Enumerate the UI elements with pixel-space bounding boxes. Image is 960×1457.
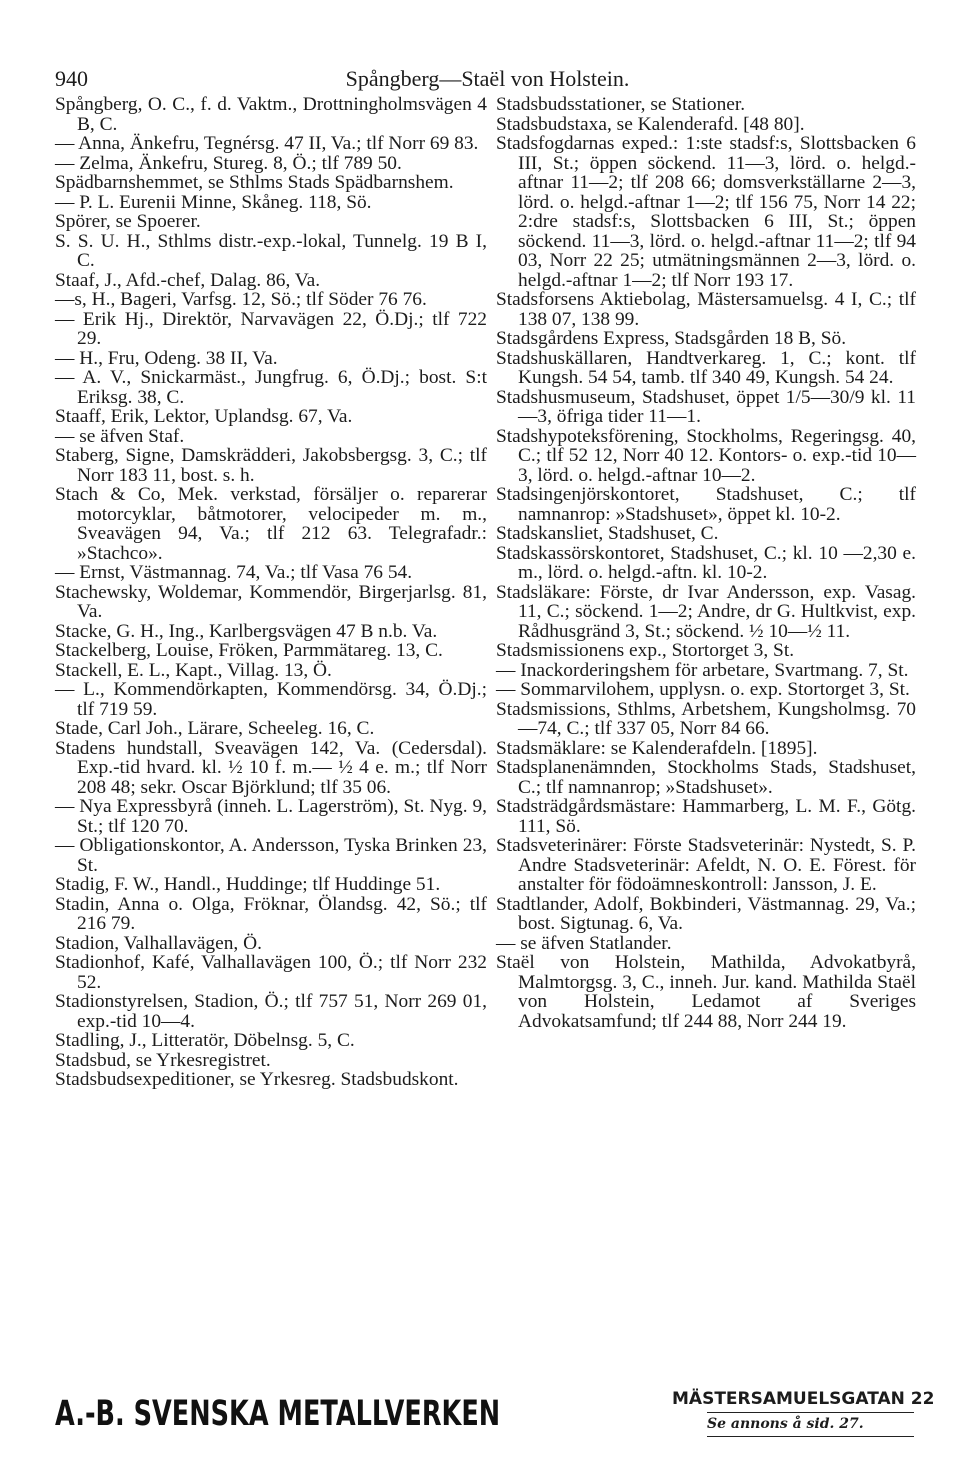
directory-entry: Stadsmäklare: se Kalenderafdeln. [1895]. bbox=[496, 737, 818, 759]
directory-entry: — A. V., Snickarmäst., Jungfrug. 6, Ö.Dj.; bost. S:t Eriksg. 38, C. bbox=[55, 367, 487, 408]
left-column bbox=[55, 95, 487, 1090]
directory-entry: Spädbarnshemmet, se Sthlms Stads Spädbarnshem. bbox=[55, 172, 454, 193]
directory-entry: — se äfven Statlander. bbox=[496, 932, 672, 954]
directory-entry: Stadsgårdens Express, Stadsgården 18 B, Sö. bbox=[496, 328, 847, 349]
running-title: Spångberg—Staël von Holstein. bbox=[345, 66, 630, 91]
directory-entry: Staël von Holstein, Mathilda, Advokatbyrå, Malmtorgsg. 3, C., inneh. Jur. kand. Mathilda Staël von Holstein, Ledamot af Sveriges Advokatsamfund; tlf 244 88, Norr 244 19. bbox=[496, 952, 916, 1032]
advertiser-name: A.-B. SVENSKA METALLVERKEN bbox=[55, 1394, 501, 1434]
directory-entry: Staberg, Signe, Damskrädderi, Jakobsbergsg. 3, C.; tlf Norr 183 11, bost. s. h. bbox=[55, 445, 487, 486]
directory-entry: Stadsbudsstationer, se Stationer. bbox=[496, 94, 746, 115]
directory-entry: — Zelma, Änkefru, Stureg. 8, Ö.; tlf 789 50. bbox=[55, 152, 402, 174]
directory-entry: Stadens hundstall, Sveavägen 142, Va. (Cedersdal). Exp.-tid hvard. kl. ½ 10 f. m.— ½ 4 e. m.; tlf Norr 208 48; sekr. Oscar Björklund; tlf 35 06. bbox=[55, 737, 487, 798]
directory-entry: Stadig, F. W., Handl., Huddinge; tlf Huddinge 51. bbox=[55, 874, 441, 895]
advertiser-address: MÄSTERSAMUELSGATAN 22 bbox=[672, 1389, 935, 1409]
directory-entry: Stadionstyrelsen, Stadion, Ö.; tlf 757 51, Norr 269 01, exp.-tid 10—4. bbox=[55, 991, 487, 1032]
directory-entry: Stadin, Anna o. Olga, Fröknar, Ölandsg. 42, Sö.; tlf 216 79. bbox=[55, 893, 487, 934]
page-header bbox=[55, 64, 920, 94]
directory-entry: Stadsmissions, Sthlms, Arbetshem, Kungsholmsg. 70—74, C.; tlf 337 05, Norr 84 66. bbox=[496, 698, 916, 739]
banner-rule-top bbox=[707, 1412, 914, 1413]
directory-entry: Stadsläkare: Förste, dr Ivar Andersson, exp. Vasag. 11, C.; söckend. 1—2; Andre, dr G. Hultkvist, exp. Rådhusgränd 3, St.; söckend. ½ 10—½ 11. bbox=[496, 581, 916, 642]
directory-entry: Stadsveterinärer: Förste Stadsveterinär: Nystedt, S. P. Andre Stadsveterinär: Afeldt, N. O. E. Förest. för anstalter för födoämneskontroll: Jansson, J. E. bbox=[496, 835, 916, 895]
directory-entry: Stade, Carl Joh., Lärare, Scheeleg. 16, C. bbox=[55, 718, 375, 739]
directory-entry: Stadsmissionens exp., Stortorget 3, St. bbox=[496, 640, 795, 661]
advertisement-reference: Se annons å sid. 27. bbox=[707, 1416, 864, 1432]
banner-rule-bottom bbox=[707, 1436, 914, 1437]
directory-entry: Stadskassörskontoret, Stadshuset, C.; kl. 10 —2,30 e. m., lörd. o. helgd.-aftn. kl. 10-2. bbox=[496, 542, 916, 583]
directory-entry: Stadionhof, Kafé, Valhallavägen 100, Ö.; tlf Norr 232 52. bbox=[55, 952, 487, 993]
directory-entry: Stadsbudstaxa, se Kalenderafd. [48 80]. bbox=[496, 113, 805, 135]
directory-entry: Stadshuskällaren, Handtverkareg. 1, C.; kont. tlf Kungsh. 54 54, tamb. tlf 340 49, Kungsh. 54 24. bbox=[496, 347, 916, 388]
directory-entry: — Anna, Änkefru, Tegnérsg. 47 II, Va.; tlf Norr 69 83. bbox=[55, 133, 479, 154]
directory-entry: Stadling, J., Litteratör, Döbelnsg. 5, C. bbox=[55, 1030, 355, 1051]
directory-entry: — Inackorderingshem för arbetare, Svartmang. 7, St. bbox=[496, 659, 909, 681]
directory-entry: Stadsfogdarnas exped.: 1:ste stadsf:s, Slottsbacken 6 III, St.; öppen söckend. 11—3, lörd. o. helgd.-aftnar 11—2; tlf 208 66; domsverkställarne 2—3, lörd. o. helgd.-aftnar 1—2; tlf 156 75, Norr 14 22; 2:dre stadsf:s, Slottsbacken 6 III, St.; öppen söckend. 11—3, lörd. o. helgd.-aftnar 11—2; tlf 94 03, Norr 22 25; utmätningsmännen 2—3, lörd. o. helgd.-aftnar 1—2; tlf Norr 193 17. bbox=[496, 133, 916, 291]
directory-entry: Stadsbudsexpeditioner, se Yrkesreg. Stadsbudskont. bbox=[55, 1069, 459, 1090]
directory-entry: Stadskansliet, Stadshuset, C. bbox=[496, 523, 719, 544]
directory-entry: S. S. U. H., Sthlms distr.-exp.-lokal, Tunnelg. 19 B I, C. bbox=[55, 230, 487, 271]
directory-entry: Stachewsky, Woldemar, Kommendör, Birgerjarlsg. 81, Va. bbox=[55, 581, 487, 622]
directory-entry: Stadsträdgårdsmästare: Hammarberg, L. M. F., Götg. 111, Sö. bbox=[496, 796, 916, 837]
directory-entry: — P. L. Eurenii Minne, Skåneg. 118, Sö. bbox=[55, 191, 372, 213]
directory-entry: Stadsplanenämnden, Stockholms Stads, Stadshuset, C.; tlf namnanrop; »Stadshuset». bbox=[496, 757, 916, 798]
directory-entry: Stadsforsens Aktiebolag, Mästersamuelsg. 4 I, C.; tlf 138 07, 138 99. bbox=[496, 289, 916, 330]
directory-entry: Stadsbud, se Yrkesregistret. bbox=[55, 1049, 271, 1071]
directory-entry: Stackelberg, Louise, Fröken, Parmmätareg. 13, C. bbox=[55, 640, 443, 661]
directory-entry: — H., Fru, Odeng. 38 II, Va. bbox=[55, 347, 278, 369]
directory-entry: — Sommarvilohem, upplysn. o. exp. Stortorget 3, St. bbox=[496, 679, 910, 700]
directory-entry: Stadsingenjörskontoret, Stadshuset, C.; tlf namnanrop: »Stadshuset», öppet kl. 10-2. bbox=[496, 484, 916, 525]
directory-entry: — se äfven Staf. bbox=[55, 425, 185, 447]
directory-entry: — Obligationskontor, A. Andersson, Tyska Brinken 23, St. bbox=[55, 835, 487, 876]
directory-entry: Stackell, E. L., Kapt., Villag. 13, Ö. bbox=[55, 659, 332, 681]
directory-entry: Spörer, se Spoerer. bbox=[55, 211, 201, 232]
directory-entry: Staaff, Erik, Lektor, Uplandsg. 67, Va. bbox=[55, 406, 353, 427]
directory-entry: —s, H., Bageri, Varfsg. 12, Sö.; tlf Söder 76 76. bbox=[55, 289, 427, 310]
directory-entry: — Nya Expressbyrå (inneh. L. Lagerström), St. Nyg. 9, St.; tlf 120 70. bbox=[55, 796, 487, 837]
directory-entry: Stadshusmuseum, Stadshuset, öppet 1/5—30/9 kl. 11—3, öfriga tider 11—1. bbox=[496, 386, 916, 427]
page-number: 940 bbox=[55, 66, 88, 91]
directory-entry: — L., Kommendörkapten, Kommendörsg. 34, Ö.Dj.; tlf 719 59. bbox=[55, 679, 487, 720]
directory-entry: — Erik Hj., Direktör, Narvavägen 22, Ö.Dj.; tlf 722 29. bbox=[55, 308, 487, 349]
directory-entry: Stadshypoteksförening, Stockholms, Regeringsg. 40, C.; tlf 52 12, Norr 40 12. Kontors- o. exp.-tid 10—3, lörd. o. helgd.-aftnar 10—2. bbox=[496, 425, 916, 486]
advertisement-banner bbox=[55, 1388, 935, 1440]
directory-entry: Spångberg, O. C., f. d. Vaktm., Drottningholmsvägen 4 B, C. bbox=[55, 94, 487, 135]
directory-entry: Stadion, Valhallavägen, Ö. bbox=[55, 932, 262, 954]
directory-entry: Staaf, J., Afd.-chef, Dalag. 86, Va. bbox=[55, 269, 321, 291]
directory-entry: Stach & Co, Mek. verkstad, försäljer o. reparerar motorcyklar, båtmotorer, velocipeder m. m., Sveavägen 94, Va.; tlf 212 63. Telegrafadr.: »Stachco». bbox=[55, 484, 487, 564]
right-column bbox=[496, 95, 916, 1031]
directory-entry: Stadtlander, Adolf, Bokbinderi, Västmannag. 29, Va.; bost. Sigtunag. 6, Va. bbox=[496, 893, 916, 934]
directory-entry: — Ernst, Västmannag. 74, Va.; tlf Vasa 76 54. bbox=[55, 562, 413, 583]
directory-entry: Stacke, G. H., Ing., Karlbergsvägen 47 B n.b. Va. bbox=[55, 620, 438, 642]
